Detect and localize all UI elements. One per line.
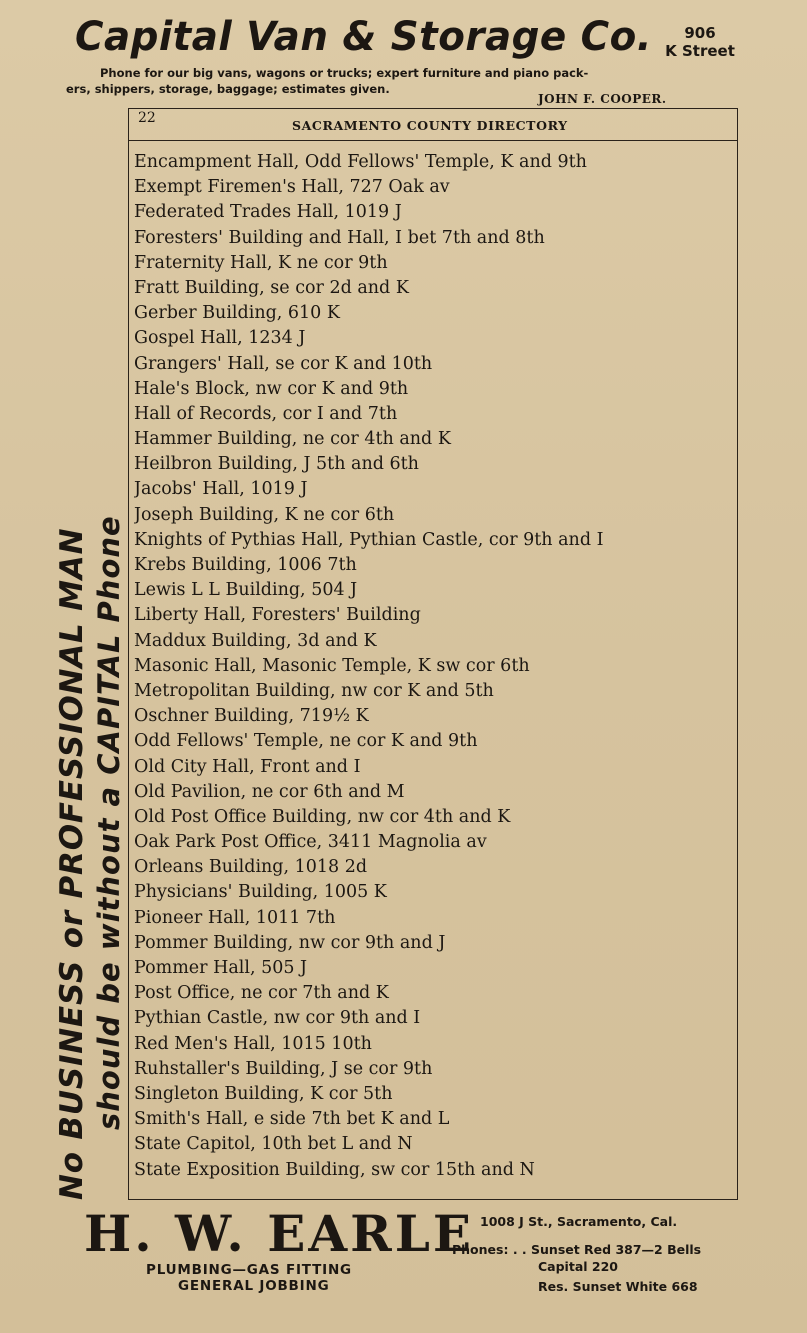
directory-entry: Heilbron Building, J 5th and 6th [134,454,419,475]
bottom-ad-capital-phone: Capital 220 [538,1259,618,1274]
directory-entry: State Exposition Building, sw cor 15th and N [134,1159,535,1180]
directory-entry: Krebs Building, 1006 7th [134,555,357,575]
directory-entry: Hammer Building, ne cor 4th and K [134,429,451,450]
bottom-ad-residence-phone: Res. Sunset White 668 [538,1279,698,1294]
directory-entry: Hall of Records, cor I and 7th [134,403,398,424]
top-ad-address [658,24,742,60]
directory-entry: Federated Trades Hall, 1019 J [134,202,402,223]
directory-entry: Odd Fellows' Temple, ne cor K and 9th [134,731,478,752]
directory-entry: Grangers' Hall, se cor K and 10th [134,353,433,374]
top-ad-owner: JOHN F. COOPER. [538,92,667,106]
side-ad-line-2: should be without a CAPITAL Phone [92,515,126,1130]
side-ad-line-1: No BUSINESS or PROFESSIONAL MAN [54,527,90,1200]
directory-entry: Hale's Block, nw cor K and 9th [134,378,409,399]
directory-entry: Metropolitan Building, nw cor K and 5th [134,680,494,701]
directory-entry: Fraternity Hall, K ne cor 9th [134,252,388,273]
directory-entry: Pioneer Hall, 1011 7th [134,907,336,928]
top-ad-address-street: K Street [665,42,735,60]
directory-entry: Jacobs' Hall, 1019 J [134,479,308,500]
bottom-ad-trade-line-2: GENERAL JOBBING [178,1278,330,1294]
directory-entry: Post Office, ne cor 7th and K [134,983,389,1004]
header-rule [128,140,738,141]
page-number: 22 [138,110,156,126]
directory-entry: Liberty Hall, Foresters' Building [134,605,421,626]
directory-entry: Ruhstaller's Building, J se cor 9th [134,1058,433,1079]
directory-entry: Old Pavilion, ne cor 6th and M [134,781,405,802]
directory-entry: Exempt Firemen's Hall, 727 Oak av [134,177,450,198]
directory-entry: State Capitol, 10th bet L and N [134,1134,413,1155]
bottom-ad-name: H. W. EARLE [84,1204,474,1263]
directory-entry: Old City Hall, Front and I [134,756,361,777]
directory-entry: Pommer Building, nw cor 9th and J [134,932,446,953]
directory-entry: Singleton Building, K cor 5th [134,1083,393,1104]
directory-entry: Foresters' Building and Hall, I bet 7th and 8th [134,227,545,248]
directory-entry: Orleans Building, 1018 2d [134,857,368,878]
directory-entry: Masonic Hall, Masonic Temple, K sw cor 6th [134,655,530,676]
directory-entry: Fratt Building, se cor 2d and K [134,277,409,298]
top-ad-company: Capital Van & Storage Co. [75,14,652,60]
directory-entry: Pommer Hall, 505 J [134,958,308,978]
directory-entry: Old Post Office Building, nw cor 4th and K [134,806,511,827]
bottom-ad-trade-line-1: PLUMBING—GAS FITTING [146,1262,352,1278]
directory-entry: Red Men's Hall, 1015 10th [134,1033,372,1054]
directory-entry: Oak Park Post Office, 3411 Magnolia av [134,832,487,853]
side-ad [52,110,126,1200]
directory-entries [134,150,732,1183]
top-ad-address-number: 906 [684,24,716,42]
directory-entry: Smith's Hall, e side 7th bet K and L [134,1109,450,1130]
directory-entry: Pythian Castle, nw cor 9th and I [134,1008,421,1029]
top-ad-line-1: Phone for our big vans, wagons or trucks; expert furniture and piano pack- [100,66,589,80]
directory-entry: Joseph Building, K ne cor 6th [134,504,395,525]
running-head: SACRAMENTO COUNTY DIRECTORY [292,118,568,133]
directory-entry: Gospel Hall, 1234 J [134,328,306,349]
top-ad-line-2: ers, shippers, storage, baggage; estimates given. [66,82,390,96]
directory-entry: Lewis L L Building, 504 J [134,580,358,601]
bottom-ad-address: 1008 J St., Sacramento, Cal. [480,1214,678,1229]
directory-entry: Oschner Building, 719½ K [134,706,369,727]
bottom-ad-phones: Phones: . . Sunset Red 387—2 Bells [452,1242,702,1257]
directory-entry: Physicians' Building, 1005 K [134,882,387,903]
directory-entry: Encampment Hall, Odd Fellows' Temple, K and 9th [134,152,587,172]
directory-entry: Knights of Pythias Hall, Pythian Castle, cor 9th and I [134,529,604,550]
directory-entry: Maddux Building, 3d and K [134,630,377,651]
directory-entry: Gerber Building, 610 K [134,303,340,324]
